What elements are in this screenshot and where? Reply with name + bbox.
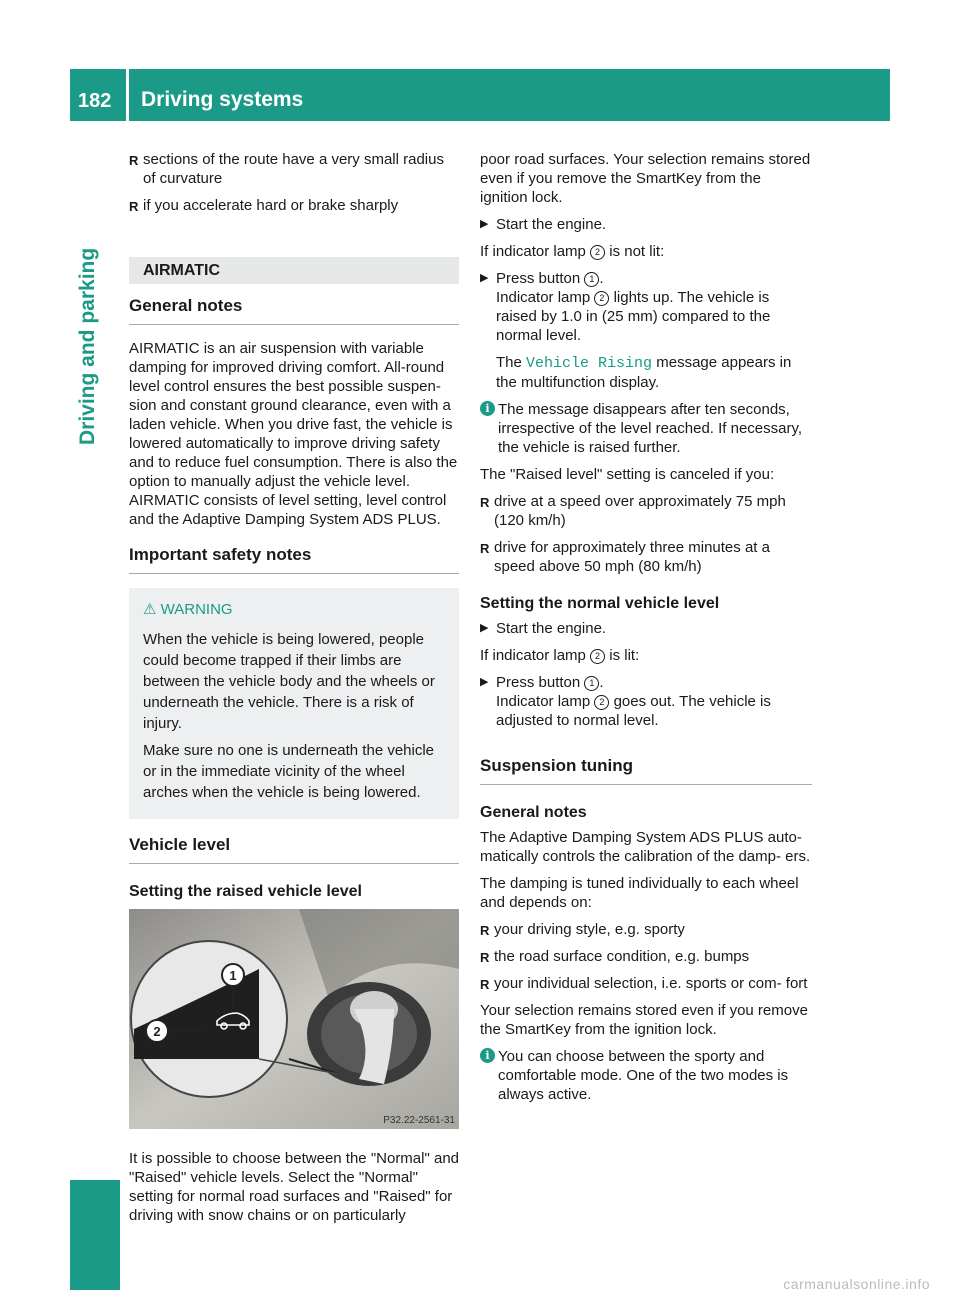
callout-2-ref: 2: [590, 649, 605, 664]
step-press-button: ▶ Press button 1 . Indicator lamp 2 lights up. The vehicle is raised by 1.0 in (25 mm) compared to the normal level. The Vehicle Rising message appears in the multifunction display.: [480, 269, 812, 392]
warning-icon: ⚠: [143, 601, 157, 618]
console-photo: [129, 909, 459, 1129]
heading-safety-notes: Important safety notes: [129, 545, 459, 574]
heading-vehicle-level: Vehicle level: [129, 835, 459, 864]
callout-2: 2: [153, 1024, 161, 1039]
heading-suspension-tuning: Suspension tuning: [480, 756, 812, 785]
callout-1-ref: 1: [584, 676, 599, 691]
condition-lit: If indicator lamp 2 is lit:: [480, 647, 640, 664]
callout-2-ref: 2: [594, 695, 609, 710]
warning-text: When the vehicle is being lowered, people could become trapped if their limbs are between the vehicle body and the wheels or underneath the vehicle. There is a risk of injury.: [143, 631, 435, 732]
list-item: R drive for approximately three minutes at a speed above 50 mph (80 km/h): [480, 538, 812, 576]
warning-label: WARNING: [160, 601, 233, 618]
continued-text: poor road surfaces. Your selection remains stored even if you remove the SmartKey from the ignition lock.: [480, 151, 811, 206]
list-item: R drive at a speed over approximately 75 mph (120 km/h): [480, 492, 812, 530]
general-notes-text: AIRMATIC is an air suspension with variable damping for improved driving comfort. All-round level control ensures the best possible suspen- sion and constant ground clearance, even with a laden vehicle. When you drive fast, the vehicle is lowered automatically to improve driving safety and to reduce fuel consumption. There is also the option to manually adjust the vehicle level. AIRMATIC consists of level setting, level control and the Adaptive Damping System ADS PLUS.: [129, 340, 458, 528]
raised-text: It is possible to choose between the "Normal" and "Raised" vehicle levels. Select the "Normal" setting for normal road surfaces and "Raised" for driving with snow chains or on particularly: [129, 1150, 459, 1224]
step-press-button: ▶ Press button 1 . Indicator lamp 2 goes out. The vehicle is adjusted to normal level.: [480, 673, 812, 730]
page-number: 182: [78, 90, 112, 112]
footer-watermark[interactable]: carmanualsonline.info: [783, 1276, 930, 1292]
callout-2-ref: 2: [594, 291, 609, 306]
side-tab-label: Driving and parking: [76, 247, 99, 445]
selection-text: Your selection remains stored even if you remove the SmartKey from the ignition lock.: [480, 1002, 808, 1038]
step-start-engine: ▶ Start the engine.: [480, 619, 812, 638]
warning-box: [129, 588, 459, 819]
photo-code: P32.22-2561-31: [383, 1115, 455, 1126]
heading-general-notes-2: General notes: [480, 804, 587, 821]
list-item: R if you accelerate hard or brake sharply: [129, 196, 459, 215]
condition-not-lit: If indicator lamp 2 is not lit:: [480, 243, 665, 260]
callout-1: 1: [229, 968, 237, 983]
warning-instruction: Make sure no one is underneath the vehicle or in the immediate vicinity of the wheel arches when the vehicle is being lowered.: [143, 742, 435, 801]
display-message: Vehicle Rising: [526, 355, 653, 372]
list-item: R sections of the route have a very small radius of curvature: [129, 150, 459, 188]
console-illustration: [129, 909, 459, 1129]
info-icon: i: [480, 401, 495, 416]
callout-2-ref: 2: [590, 245, 605, 260]
step-start-engine: ▶ Start the engine.: [480, 215, 812, 234]
callout-1-ref: 1: [584, 272, 599, 287]
list-item: R your driving style, e.g. sporty: [480, 920, 812, 939]
message-note: The Vehicle Rising message appears in the multifunction display.: [496, 354, 792, 391]
header-divider: [126, 69, 129, 121]
heading-general-notes: General notes: [129, 296, 459, 325]
info-note: i You can choose between the sporty and comfortable mode. One of the two modes is always active.: [480, 1047, 812, 1104]
ads-text: The Adaptive Damping System ADS PLUS auto- matically controls the calibration of the damp- ers.: [480, 829, 811, 865]
heading-normal-level: Setting the normal vehicle level: [480, 595, 720, 612]
page-title: Driving systems: [141, 88, 304, 111]
info-note: i The message disappears after ten seconds, irrespective of the level reached. If necessary, the vehicle is raised further.: [480, 400, 812, 457]
info-icon: i: [480, 1048, 495, 1063]
right-column: [480, 150, 812, 1112]
list-item: R your individual selection, i.e. sports or com- fort: [480, 974, 812, 993]
warning-header: [143, 600, 449, 619]
heading-raised-level: Setting the raised vehicle level: [129, 883, 362, 900]
left-column: [129, 150, 459, 1233]
side-tab-marker: [70, 1180, 120, 1290]
section-title: AIRMATIC: [129, 257, 459, 284]
canceled-intro: The "Raised level" setting is canceled if you:: [480, 466, 775, 483]
list-item: R the road surface condition, e.g. bumps: [480, 947, 812, 966]
damping-intro: The damping is tuned individually to each wheel and depends on:: [480, 875, 799, 911]
